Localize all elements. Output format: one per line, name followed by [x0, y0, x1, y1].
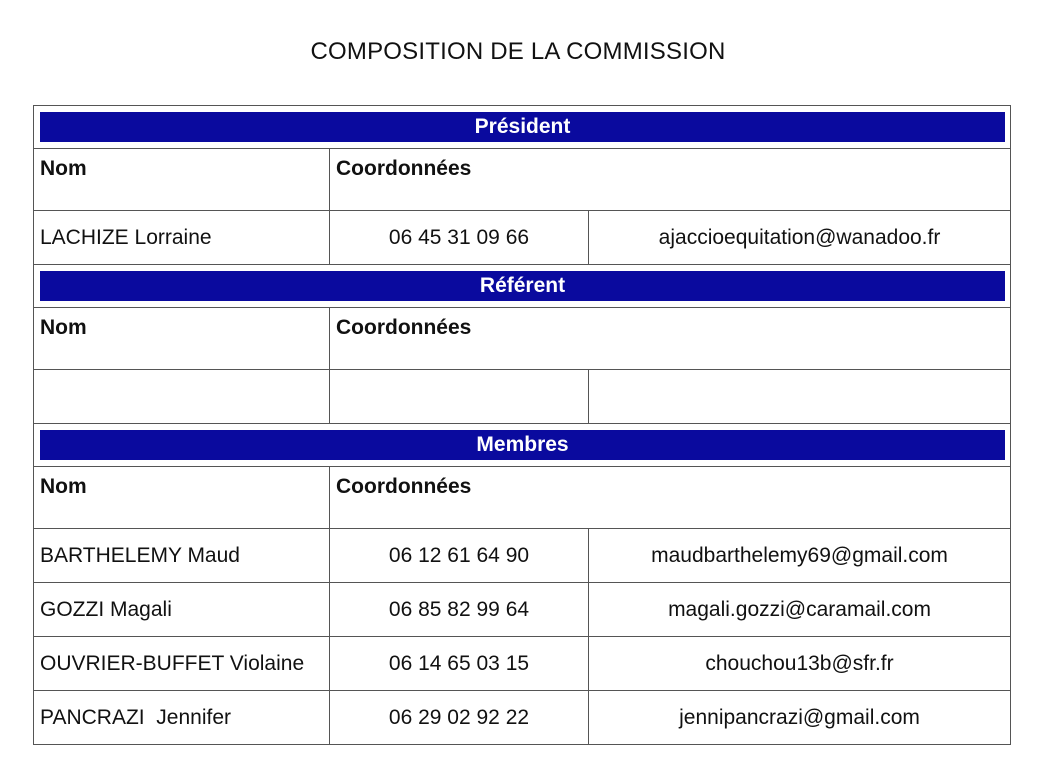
column-header-contact: Coordonnées [330, 149, 1011, 211]
column-header-row [34, 149, 1011, 211]
member-name: BARTHELEMY Maud [34, 529, 330, 583]
member-phone: 06 45 31 09 66 [330, 211, 589, 265]
member-name: OUVRIER-BUFFET Violaine [34, 637, 330, 691]
section-title-membres: Membres [40, 430, 1005, 460]
table-row [34, 637, 1011, 691]
member-email: magali.gozzi@caramail.com [589, 583, 1011, 637]
member-name: GOZZI Magali [34, 583, 330, 637]
section-header-membres [34, 424, 1011, 467]
member-email: jennipancrazi@gmail.com [589, 691, 1011, 745]
member-phone: 06 14 65 03 15 [330, 637, 589, 691]
section-title-referent: Référent [40, 271, 1005, 301]
member-email: maudbarthelemy69@gmail.com [589, 529, 1011, 583]
member-phone: 06 85 82 99 64 [330, 583, 589, 637]
section-title-president: Président [40, 112, 1005, 142]
member-name: LACHIZE Lorraine [34, 211, 330, 265]
section-header-referent [34, 265, 1011, 308]
table-row [34, 583, 1011, 637]
table-row [34, 529, 1011, 583]
table-row [34, 691, 1011, 745]
column-header-row [34, 467, 1011, 529]
member-email [589, 370, 1011, 424]
page-title: COMPOSITION DE LA COMMISSION [310, 38, 726, 65]
member-email: ajaccioequitation@wanadoo.fr [589, 211, 1011, 265]
column-header-contact: Coordonnées [330, 308, 1011, 370]
member-name [34, 370, 330, 424]
commission-table [33, 105, 1011, 745]
column-header-name: Nom [34, 149, 330, 211]
column-header-contact: Coordonnées [330, 467, 1011, 529]
section-header-president [34, 106, 1011, 149]
member-email: chouchou13b@sfr.fr [589, 637, 1011, 691]
table-row [34, 370, 1011, 424]
column-header-name: Nom [34, 308, 330, 370]
member-phone [330, 370, 589, 424]
member-phone: 06 12 61 64 90 [330, 529, 589, 583]
table-row [34, 211, 1011, 265]
column-header-row [34, 308, 1011, 370]
member-name: PANCRAZI Jennifer [34, 691, 330, 745]
column-header-name: Nom [34, 467, 330, 529]
member-phone: 06 29 02 92 22 [330, 691, 589, 745]
